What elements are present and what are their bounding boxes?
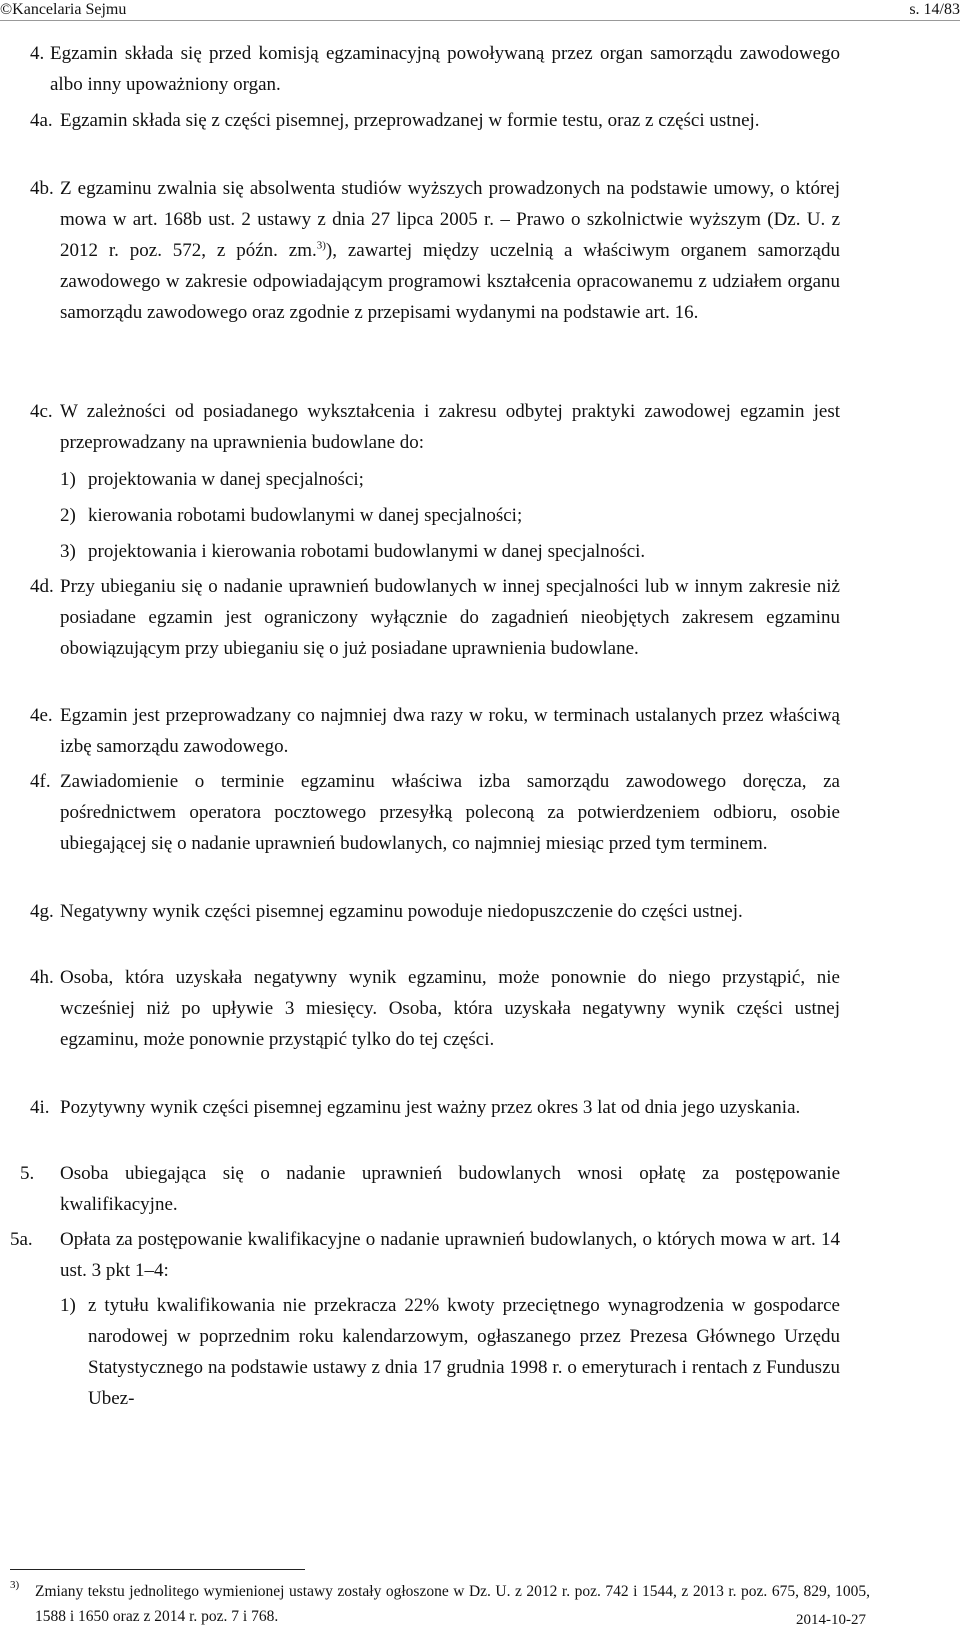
paragraph-text: Egzamin jest przeprowadzany co najmniej dwa razy w roku, w terminach ustalanych przez właściwą izbę samorządu zawodowego. xyxy=(60,705,840,757)
list-item xyxy=(60,464,840,495)
paragraph-5a xyxy=(10,1224,840,1286)
paragraph-label: 4d. xyxy=(30,576,54,597)
paragraph-text: W zależności od posiadanego wykształcenia i zakresu odbytej praktyki zawodowej egzamin jest przeprowadzany na uprawnienia budowlane do: xyxy=(60,401,840,453)
paragraph-label: 4a. xyxy=(30,110,53,131)
footnote-divider xyxy=(10,1569,305,1570)
paragraph-4e xyxy=(30,700,840,762)
paragraph-4c xyxy=(30,396,840,458)
paragraph-text xyxy=(30,173,840,328)
paragraph-label: 4g. xyxy=(30,901,54,922)
paragraph-5 xyxy=(20,1158,840,1220)
paragraph-4g xyxy=(30,896,840,927)
paragraph-label: 4. xyxy=(30,43,45,64)
paragraph-text: Egzamin składa się z części pisemnej, przeprowadzanej w formie testu, oraz z części ustnej. xyxy=(60,110,760,131)
list-item-text: kierowania robotami budowlanymi w danej specjalności; xyxy=(88,505,523,526)
list-item-label: 1) xyxy=(60,1295,76,1316)
paragraph-text: Zawiadomienie o terminie egzaminu właściwa izba samorządu zawodowego doręcza, za pośrednictwem operatora pocztowego przesyłką poleconą za potwierdzeniem odbioru, osobie ubiegającej się o nadanie uprawnień budowlanych, co najmniej miesiąc przed tym terminem. xyxy=(60,771,840,854)
list-item-label: 2) xyxy=(60,505,76,526)
paragraph-4f xyxy=(30,766,840,859)
footer-date: 2014-10-27 xyxy=(796,1612,866,1628)
paragraph-label: 5. xyxy=(20,1163,35,1184)
paragraph-text: Negatywny wynik części pisemnej egzaminu powoduje niedopuszczenie do części ustnej. xyxy=(60,901,743,922)
paragraph-text: Egzamin składa się przed komisją egzaminacyjną powoływaną przez organ samorządu zawodowego albo inny upoważniony organ. xyxy=(50,43,840,95)
paragraph-4a xyxy=(30,105,840,136)
footnote-number: 3) xyxy=(10,1579,20,1591)
list-item-text: projektowania w danej specjalności; xyxy=(88,469,364,490)
paragraph-4 xyxy=(30,38,840,100)
paragraph-label: 4f. xyxy=(30,771,51,792)
paragraph-text: Przy ubieganiu się o nadanie uprawnień budowlanych w innej specjalności lub w innym zakresie niż posiadane egzamin jest ograniczony wyłącznie do zagadnień nieobjętych zakresem egzaminu obowiązującym przy ubieganiu się o już posiadane uprawnienia budowlane. xyxy=(60,576,840,659)
footnote xyxy=(10,1579,870,1629)
list-item-text: z tytułu kwalifikowania nie przekracza 22% kwoty przeciętnego wynagrodzenia w gospodarce narodowej w poprzednim roku kalendarzowym, ogłaszanego przez Prezesa Głównego Urzędu Statystycznego na podstawie ustawy z dnia 17 grudnia 1998 r. o emeryturach i rentach z Funduszu Ubez- xyxy=(88,1295,840,1409)
paragraph-4b xyxy=(30,173,840,328)
paragraph-label: 4b. xyxy=(30,178,54,199)
footnote-reference[interactable]: 3) xyxy=(316,239,326,252)
paragraph-text-part: ), zawartej między uczelnią a właściwym organem samorządu zawodowego w zakresie odpowiadającym programowi kształcenia opracowanemu z udziałem organu samorządu zawodowego oraz zgodnie z przepisami wydanymi na podstawie art. 16. xyxy=(60,240,840,323)
list-item-label: 1) xyxy=(60,469,76,490)
paragraph-text: Osoba, która uzyskała negatywny wynik egzaminu, może ponownie do niego przystąpić, nie wcześniej niż po upływie 3 miesięcy. Osoba, która uzyskała negatywny wynik części ustnej egzaminu, może ponownie przystąpić tylko do tej części. xyxy=(60,967,840,1050)
footnote-text: Zmiany tekstu jednolitego wymienionej ustawy zostały ogłoszone w Dz. U. z 2012 r. poz. 742 i 1544, z 2013 r. poz. 675, 829, 1005, 1588 i 1650 oraz z 2014 r. poz. 7 i 768. xyxy=(35,1583,870,1625)
paragraph-4i xyxy=(30,1092,840,1123)
header-divider xyxy=(0,20,960,21)
list-item xyxy=(60,500,840,531)
paragraph-text: Pozytywny wynik części pisemnej egzaminu jest ważny przez okres 3 lat od dnia jego uzyskania. xyxy=(60,1097,801,1118)
header-publisher: ©Kancelaria Sejmu xyxy=(0,1,127,18)
list-item-text: projektowania i kierowania robotami budowlanymi w danej specjalności. xyxy=(88,541,646,562)
paragraph-label: 4c. xyxy=(30,401,53,422)
paragraph-4h xyxy=(30,962,840,1055)
list-item-label: 3) xyxy=(60,541,76,562)
paragraph-text-part: Z egzaminu zwalnia się absolwenta studiów wyższych prowadzonych na podstawie umowy, o której mowa w art. 168b ust. 2 ustawy z dnia 27 lipca 2005 r. – Prawo o szkolnictwie wyższym (Dz. U. z 2012 r. poz. 572, z późn. zm. xyxy=(60,178,840,261)
paragraph-label: 4i. xyxy=(30,1097,50,1118)
header-page-number: s. 14/83 xyxy=(909,1,960,18)
paragraph-label: 5a. xyxy=(10,1229,33,1250)
paragraph-label: 4h. xyxy=(30,967,54,988)
list-item xyxy=(60,536,840,567)
paragraph-4d xyxy=(30,571,840,664)
paragraph-text: Opłata za postępowanie kwalifikacyjne o nadanie uprawnień budowlanych, o których mowa w art. 14 ust. 3 pkt 1–4: xyxy=(60,1229,840,1281)
paragraph-text: Osoba ubiegająca się o nadanie uprawnień budowlanych wnosi opłatę za postępowanie kwalifikacyjne. xyxy=(60,1163,840,1215)
list-item xyxy=(60,1290,840,1414)
paragraph-label: 4e. xyxy=(30,705,53,726)
